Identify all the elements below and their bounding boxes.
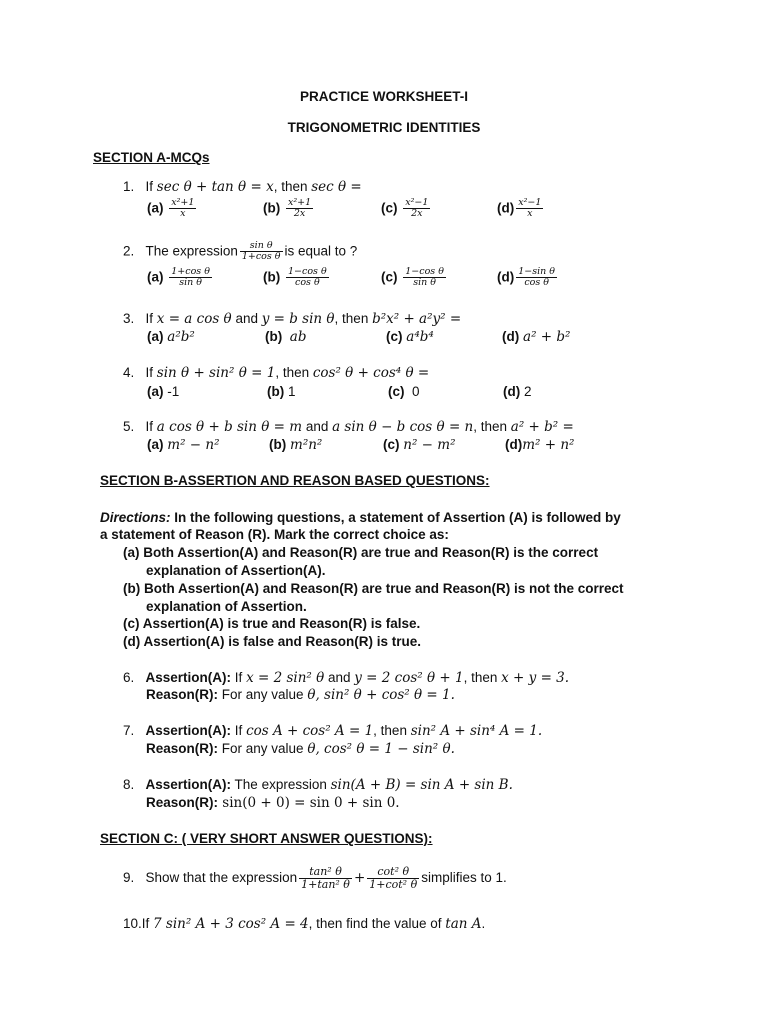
q4-option-a: (a) -1 <box>147 384 180 399</box>
q1-option-d: (d) $\frac{\text{x²−1}}{x}$ <box>497 197 542 220</box>
q1-option-c: (c) $\frac{\text{x²−1}}{2x}$ <box>381 197 429 220</box>
q8-reason: Reason(R): sin(0 + 0) = sin 0 + sin 0. <box>146 795 400 811</box>
q8-assertion: 8. Assertion(A): The expression sin(A + B) = sin A + sin B. <box>123 777 513 793</box>
q9: 9. Show that the expression $\frac{\text{tan² θ}}{\text{1+tan² θ}}$ + $\frac{\text{cot² θ}}{\text{1+cot² θ}}$ simplifies to 1. <box>123 865 507 892</box>
q4-option-b: (b) 1 <box>267 384 296 399</box>
q7-assertion: 7. Assertion(A): If cos A + cos² A = 1, then sin² A + sin⁴ A = 1. <box>123 723 543 739</box>
q4-option-c: (c) 0 <box>388 384 420 399</box>
directions-line-1: Directions: In the following questions, a statement of Assertion (A) is followed by <box>100 510 621 525</box>
q2-option-c: (c) $\frac{\text{1−cos θ}}{\text{sin θ}}$ <box>381 266 444 289</box>
q3-option-c: (c) a⁴b⁴ <box>386 329 434 345</box>
page-subtitle: TRIGONOMETRIC IDENTITIES <box>287 120 481 135</box>
choice-a-line-2: explanation of Assertion(A). <box>146 563 326 578</box>
choice-b-line-2: explanation of Assertion. <box>146 599 307 614</box>
q4-option-d: (d) 2 <box>503 384 532 399</box>
q5-option-b: (b) m²n² <box>269 437 323 453</box>
q2-option-b: (b) $\frac{\text{1−cos θ}}{\text{cos θ}}$ <box>263 266 327 289</box>
q5-option-d: (d)m² + n² <box>505 437 575 453</box>
q4-stem: 4. If sin θ + sin² θ = 1, then cos² θ + cos⁴ θ = <box>123 365 430 381</box>
q5-option-a: (a) m² − n² <box>147 437 220 453</box>
q6-assertion: 6. Assertion(A): If x = 2 sin² θ and y = 2 cos² θ + 1, then x + y = 3. <box>123 670 570 686</box>
q3-option-d: (d) a² + b² <box>502 329 571 345</box>
q3-stem: 3. If x = a cos θ and y = b sin θ, then b²x² + a²y² = <box>123 311 462 327</box>
section-a-heading: SECTION A-MCQs <box>93 150 210 165</box>
q6-reason: Reason(R): For any value θ, sin² θ + cos² θ = 1. <box>146 687 455 703</box>
q2-option-a: (a) $\frac{\text{1+cos θ}}{\text{sin θ}}$ <box>147 266 210 289</box>
q5-option-c: (c) n² − m² <box>383 437 456 453</box>
q2-option-d: (d) $\frac{\text{1−sin θ}}{\text{cos θ}}$ <box>497 266 556 289</box>
q5-stem: 5. If a cos θ + b sin θ = m and a sin θ − b cos θ = n, then a² + b² = <box>123 419 574 435</box>
choice-a-line-1: (a) Both Assertion(A) and Reason(R) are true and Reason(R) is the correct <box>123 545 599 560</box>
q3-option-b: (b) ab <box>265 329 307 345</box>
q10: 10.If 7 sin² A + 3 cos² A = 4, then find the value of tan A. <box>123 916 486 932</box>
q2-stem: 2. The expression $\frac{\text{sin θ}}{\text{1+cos θ}}$ is equal to ? <box>123 240 358 263</box>
choice-b-line-1: (b) Both Assertion(A) and Reason(R) are true and Reason(R) is not the correct <box>123 581 624 596</box>
q1-option-a: (a) $\frac{\text{x²+1}}{x}$ <box>147 197 195 220</box>
q3-option-a: (a) a²b² <box>147 329 195 345</box>
section-b-heading: SECTION B-ASSERTION AND REASON BASED QUESTIONS: <box>100 473 490 488</box>
q1-stem: 1. If sec θ + tan θ = x, then sec θ = <box>123 179 362 195</box>
choice-d: (d) Assertion(A) is false and Reason(R) is true. <box>123 634 422 649</box>
q1-option-b: (b) $\frac{\text{x²+1}}{2x}$ <box>263 197 312 220</box>
page-title: PRACTICE WORKSHEET-I <box>299 89 468 104</box>
section-c-heading: SECTION C: ( VERY SHORT ANSWER QUESTIONS): <box>100 831 433 846</box>
directions-line-2: a statement of Reason (R). Mark the correct choice as: <box>100 527 449 542</box>
choice-c: (c) Assertion(A) is true and Reason(R) is false. <box>123 616 421 631</box>
q7-reason: Reason(R): For any value θ, cos² θ = 1 − sin² θ. <box>146 741 455 757</box>
